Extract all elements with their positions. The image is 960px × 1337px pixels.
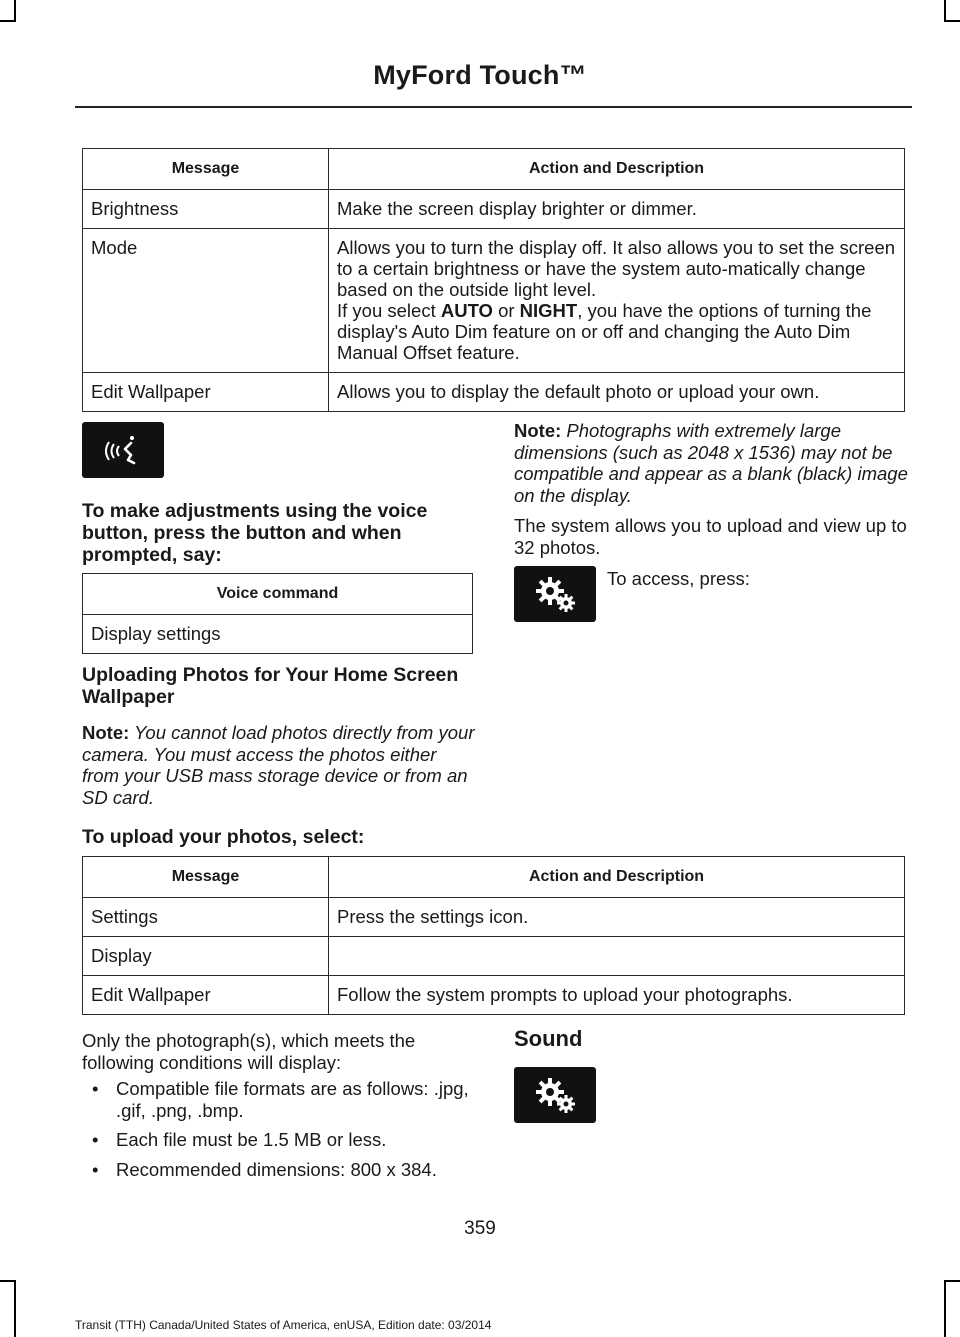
sound-heading: Sound [514,1026,583,1051]
message-cell: Edit Wallpaper [83,976,329,1015]
header-rule [75,106,912,108]
table-row [83,229,905,373]
message-cell: Mode [83,229,329,373]
column-header: Message [83,857,329,898]
list-item-text: Each file must be 1.5 MB or less. [116,1129,387,1150]
conditions-text: Only the photograph(s), which meets the following conditions will display: [82,1030,416,1073]
voice-command-cell: Display settings [83,615,473,654]
list-item [82,1159,482,1181]
settings-gear-icon [514,1067,596,1123]
table-header-row [83,574,473,615]
upload-select-heading: To upload your photos, select: [82,826,365,848]
note-label: Note: [514,420,562,441]
conditions-list [82,1078,482,1188]
voice-heading: To make adjustments using the voice button, press the button and when prompted, say: [82,500,428,566]
bullet-glyph: • [92,1158,99,1180]
text-span: or [492,300,520,321]
message-cell: Settings [83,898,329,937]
action-cell [329,937,905,976]
page-title: MyFord Touch™ [373,60,587,90]
upload-photos-heading: Uploading Photos for Your Home Screen Wallpaper [82,664,459,708]
action-cell [329,229,905,373]
footer-edition: Transit (TTH) Canada/United States of America, enUSA, Edition date: 03/2014 [75,1318,492,1332]
table-row [83,190,905,229]
option-night: NIGHT [519,300,578,321]
list-item-text: Recommended dimensions: 800 x 384. [116,1158,437,1180]
crop-mark [944,1280,960,1282]
table-header-row [83,149,905,190]
message-cell: Display [83,937,329,976]
option-auto: AUTO [440,300,493,321]
text-span: , you have the options of turning the display's Auto Dim feature on or off and changing the Auto Dim Manual Offset feature. [337,300,872,363]
action-text-2 [337,300,896,363]
upload-steps-table [82,856,905,1015]
table-row [83,373,905,412]
note-text: Photographs with extremely large dimensions (such as 2048 x 1536) may not be compatible and appear as a blank (black) image on the display. [514,420,908,506]
column-header: Voice command [83,574,473,615]
message-cell: Edit Wallpaper [83,373,329,412]
note-label: Note: [82,722,130,743]
message-cell: Brightness [83,190,329,229]
table-row [83,898,905,937]
crop-mark [14,0,16,20]
voice-command-table [82,573,473,654]
action-cell: Press the settings icon. [329,898,905,937]
list-item-text: Compatible file formats are as follows: .jpg, .gif, .png, .bmp. [116,1078,469,1121]
note-camera [82,722,477,808]
voice-command-icon [82,422,164,478]
crop-mark [944,20,960,22]
table-row [83,976,905,1015]
crop-mark [944,1280,946,1337]
crop-mark [0,20,16,22]
display-settings-table [82,148,905,412]
bullet-glyph: • [92,1078,99,1099]
settings-gear-icon [514,566,596,622]
crop-mark [944,0,946,20]
page-number: 359 [464,1218,496,1239]
text-span: If you select [337,300,441,321]
crop-mark [14,1280,16,1337]
action-text: Allows you to turn the display off. It also allows you to set the screen to a certain brightness or have the system auto-matically change based on the outside light level. [337,237,896,300]
list-item [82,1078,482,1121]
action-cell: Make the screen display brighter or dimmer. [329,190,905,229]
column-header: Action and Description [329,857,905,898]
table-header-row [83,857,905,898]
column-header: Message [83,149,329,190]
action-cell: Allows you to display the default photo or upload your own. [329,373,905,412]
bullet-glyph: • [92,1129,99,1150]
list-item [82,1129,482,1151]
crop-mark [0,1280,16,1282]
table-row [83,937,905,976]
system-photos-text: The system allows you to upload and view up to 32 photos. [514,515,907,558]
access-text: To access, press: [607,568,750,589]
column-header: Action and Description [329,149,905,190]
action-cell: Follow the system prompts to upload your photographs. [329,976,905,1015]
table-row [83,615,473,654]
note-dimensions [514,420,909,506]
note-text: You cannot load photos directly from your camera. You must access the photos either from your USB mass storage device or from an SD card. [82,722,475,808]
